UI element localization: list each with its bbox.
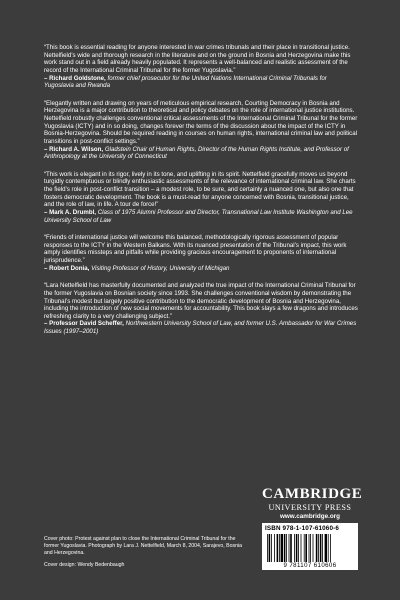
barcode-bar: [318, 534, 319, 562]
barcode-bar: [277, 534, 279, 562]
isbn-barcode-box: [262, 523, 358, 570]
quote-author-title: Class of 1975 Alumni Professor and Director, Transnational Law Institute Washington and Lee University School of Law: [44, 208, 353, 224]
quote-text: “Friends of international justice will welcome this balanced, methodologically rigorous assessment of popular responses to the ICTY in the Western Balkans. With its nuanced presentation of the Tribunal’s impact, this work amply identifies missteps and pitfalls while providing gracious encouragement to proponents of international jurisprudence.”: [44, 234, 347, 264]
barcode-bar: [330, 534, 331, 562]
publisher-name: CAMBRIDGE: [262, 486, 363, 502]
quote-author-title: Visiting Professor of History, University of Michigan: [91, 264, 230, 272]
barcode-bar: [309, 534, 310, 562]
isbn-digits: 9 781107 610606: [283, 562, 337, 569]
barcode-bar: [279, 534, 280, 562]
quote-attribution: [44, 265, 358, 273]
barcode-icon: [266, 534, 354, 562]
barcode-bar: [296, 534, 298, 562]
quote-author: – Professor David Scheffer,: [44, 320, 124, 328]
barcode-bar: [274, 534, 275, 562]
quote-author: – Mark A. Drumbl,: [44, 208, 96, 216]
isbn-label: ISBN 978-1-107-61060-6: [265, 525, 340, 532]
barcode-bar: [269, 534, 271, 562]
barcode-bar: [320, 534, 322, 562]
barcode-bar: [298, 534, 299, 562]
quote-author: – Richard Goldstone,: [44, 74, 106, 82]
barcode-bar: [271, 534, 272, 562]
publisher-logo: [262, 486, 363, 520]
quote-author: – Robert Donia,: [44, 264, 90, 272]
endorsement-drumbl: [44, 171, 358, 224]
barcode-bar: [328, 534, 329, 562]
endorsement-scheffer: [44, 282, 358, 335]
barcode-bar: [290, 534, 292, 562]
endorsement-donia: [44, 234, 358, 272]
quote-attribution: [44, 75, 358, 90]
quote-author-title: Gladstein Chair of Human Rights, Director of the Human Rights Institute, and Professor of Anthropology at the University of Connecticut: [44, 145, 349, 161]
barcode-bar: [322, 534, 323, 562]
barcode-bar: [301, 534, 302, 562]
barcode-bar: [281, 534, 283, 562]
quote-text: “Elegantly written and drawing on years of meticulous empirical research, Courting Democracy in Bosnia and Herzegovina is a major contribution to theoretical and policy debates on the role of international justice institutions. Nettelfield robustly challenges conventional critical assessments of the International Criminal Tribunal for the former Yugoslavia (ICTY) and in so doing, changes forever the terms of the discussion about the impact of the ICTY in Bosnia-Herzegovina. Should be required reading in courses on human rights, international criminal law and political transitions in post-conflict settings.”: [44, 99, 358, 145]
barcode-bar: [310, 534, 311, 562]
photo-credit: Cover photo: Protest against plan to close the International Criminal Tribunal for the former Yugoslavia. Photograph by Lara J. Nettelfield, March 8, 2004, Sarajevo, Bosnia and Herzegovina.: [44, 536, 243, 556]
quote-author-title: Northwestern University School of Law, and former U.S. Ambassador for War Crimes Issues (1997–2001): [44, 320, 357, 335]
barcode-bar: [305, 534, 307, 562]
barcode-bar: [289, 534, 290, 562]
barcode-bar: [267, 534, 268, 562]
quote-attribution: [44, 320, 358, 335]
barcode-bar: [284, 534, 286, 562]
barcode-bar: [325, 534, 327, 562]
quote-text: “This book is essential reading for anyone interested in war crimes tribunals and their place in transitional justice. Nettelfield’s wide and thorough research in the literature and on the ground in Bosnia and Herzegovina make this work stand out in a field already heavily populated. It represents a well-balanced and realistic assessment of the record of the International Criminal Tribunal for the former Yugoslavia.”: [44, 44, 351, 74]
quote-author: – Richard A. Wilson,: [44, 145, 104, 153]
barcode-bar: [316, 534, 318, 562]
barcode-bar: [313, 534, 314, 562]
design-credit: Cover design: Wendy Bedenbaugh: [44, 562, 125, 568]
publisher-subtitle: UNIVERSITY PRESS: [268, 503, 352, 512]
barcode-bar: [294, 534, 295, 562]
endorsement-wilson: [44, 100, 358, 161]
quote-attribution: [44, 209, 358, 224]
publisher-url: www.cambridge.org: [280, 513, 340, 520]
quote-text: “Lara Nettelfield has masterfully documented and analyzed the true impact of the International Criminal Tribunal for the former Yugoslavia on Bosnian society since 1993. She challenges conventional wisdom by demonstrating the Tribunal’s modest but largely positive contribution to the democratic development of Bosnia and Herzegovina, including the introduction of new social movements for accountability. This book slays a few dragons and introduces refreshing clarity to a very challenging subject.”: [44, 282, 358, 320]
endorsement-goldstone: [44, 44, 358, 90]
endorsements: [44, 44, 358, 346]
quote-attribution: [44, 146, 358, 161]
quote-author-title: former chief prosecutor for the United Nations International Criminal Tribunals for Yugoslavia and Rwanda: [44, 74, 327, 90]
quote-text: “This work is elegant in its rigor, lively in its tone, and uplifting in its spirit. Nettelfield gracefully moves us beyond turgidly contemptuous or blindly enthusiastic assessments of the relevance of international criminal law. She charts the field’s role in post-conflict transition – a modest role, to be sure, and certainly a nuanced one, but also one that fosters democratic development. The book is a must-read for anyone concerned with Bosnia, transitional justice, and the role of law, in life. A tour de force!”: [44, 170, 356, 209]
barcode-bar: [286, 534, 287, 562]
barcode-bar: [304, 534, 305, 562]
